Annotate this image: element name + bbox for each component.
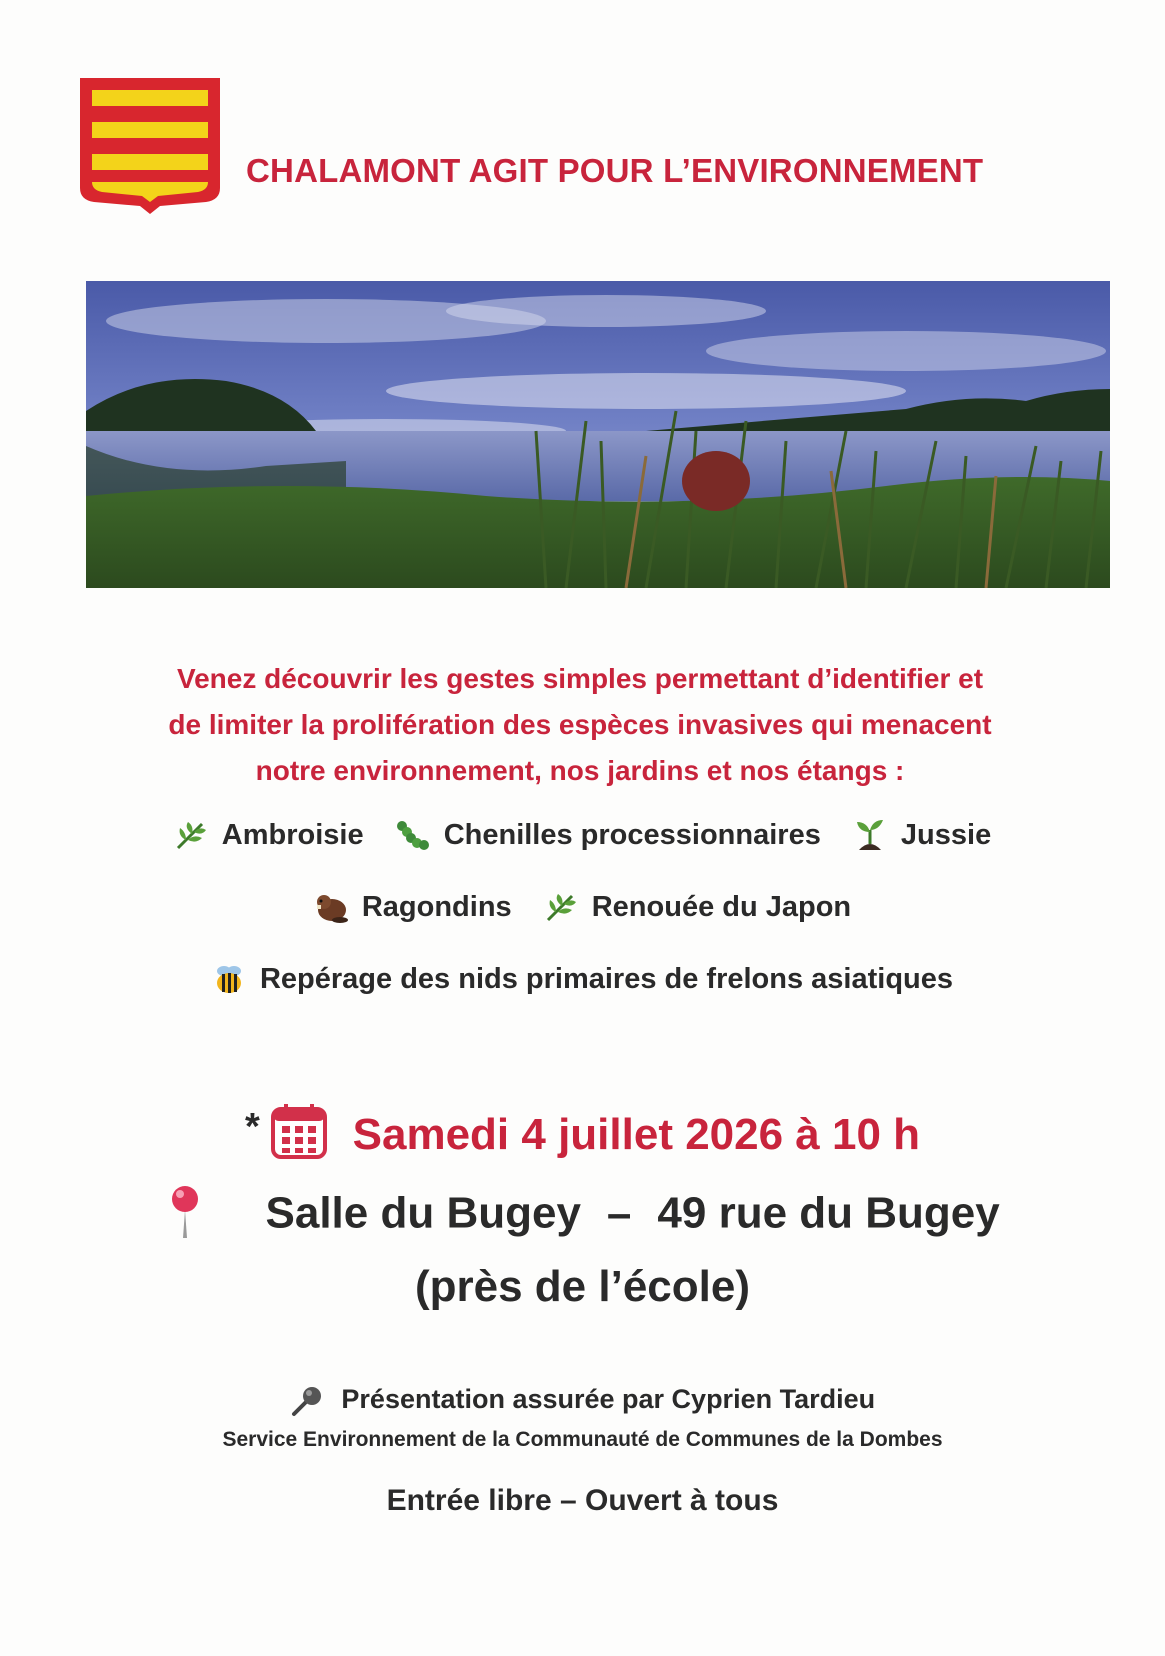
venue-name: Salle du Bugey — [265, 1188, 581, 1238]
coat-of-arms-icon — [78, 76, 222, 216]
species-list-row — [0, 962, 1165, 1004]
caterpillar-icon — [396, 818, 430, 852]
species-list-row — [0, 890, 1165, 932]
calendar-icon — [270, 1102, 328, 1160]
presenter-service: Service Environnement de la Communauté de Communes de la Dombes — [222, 1428, 943, 1451]
species-label: Jussie — [900, 818, 992, 851]
intro-line: de limiter la prolifération des espèces invasives qui menacent — [168, 709, 992, 740]
lake-landscape-photo — [86, 281, 1110, 588]
microphone-icon — [290, 1384, 324, 1418]
bee-icon — [212, 962, 246, 996]
species-item — [212, 962, 953, 996]
species-item — [174, 818, 364, 852]
venue-address: 49 rue du Bugey — [657, 1188, 1000, 1238]
presenter-text: Présentation assurée par Cyprien Tardieu — [341, 1384, 876, 1415]
entry-info: Entrée libre – Ouvert à tous — [386, 1484, 779, 1517]
species-item — [314, 890, 512, 924]
species-label: Renouée du Japon — [591, 890, 852, 923]
species-label: Ambroisie — [221, 818, 364, 851]
species-label: Ragondins — [361, 890, 512, 923]
herb-icon — [174, 818, 208, 852]
presenter-line — [0, 1384, 1165, 1418]
event-date: Samedi 4 juillet 2026 à 10 h — [352, 1110, 921, 1159]
intro-line: notre environnement, nos jardins et nos étangs : — [255, 755, 905, 786]
venue-note: (près de l’école) — [414, 1262, 750, 1311]
beaver-icon — [314, 890, 348, 924]
pushpin-icon — [165, 1184, 205, 1240]
species-item — [396, 818, 821, 852]
species-item — [853, 818, 991, 852]
intro-text — [70, 656, 1090, 794]
event-location-row — [0, 1188, 1165, 1244]
herb-icon — [544, 890, 578, 924]
intro-line: Venez découvrir les gestes simples permettant d’identifier et — [176, 663, 984, 694]
asterisk: * — [244, 1106, 260, 1148]
species-item — [544, 890, 851, 924]
seedling-icon — [853, 818, 887, 852]
page-title: CHALAMONT AGIT POUR L’ENVIRONNEMENT — [246, 152, 984, 189]
species-list-row — [0, 818, 1165, 860]
event-date-row — [0, 1106, 1165, 1164]
species-label: Repérage des nids primaires de frelons asiatiques — [259, 962, 954, 995]
species-label: Chenilles processionnaires — [443, 818, 821, 851]
separator-dash: – — [606, 1188, 632, 1238]
